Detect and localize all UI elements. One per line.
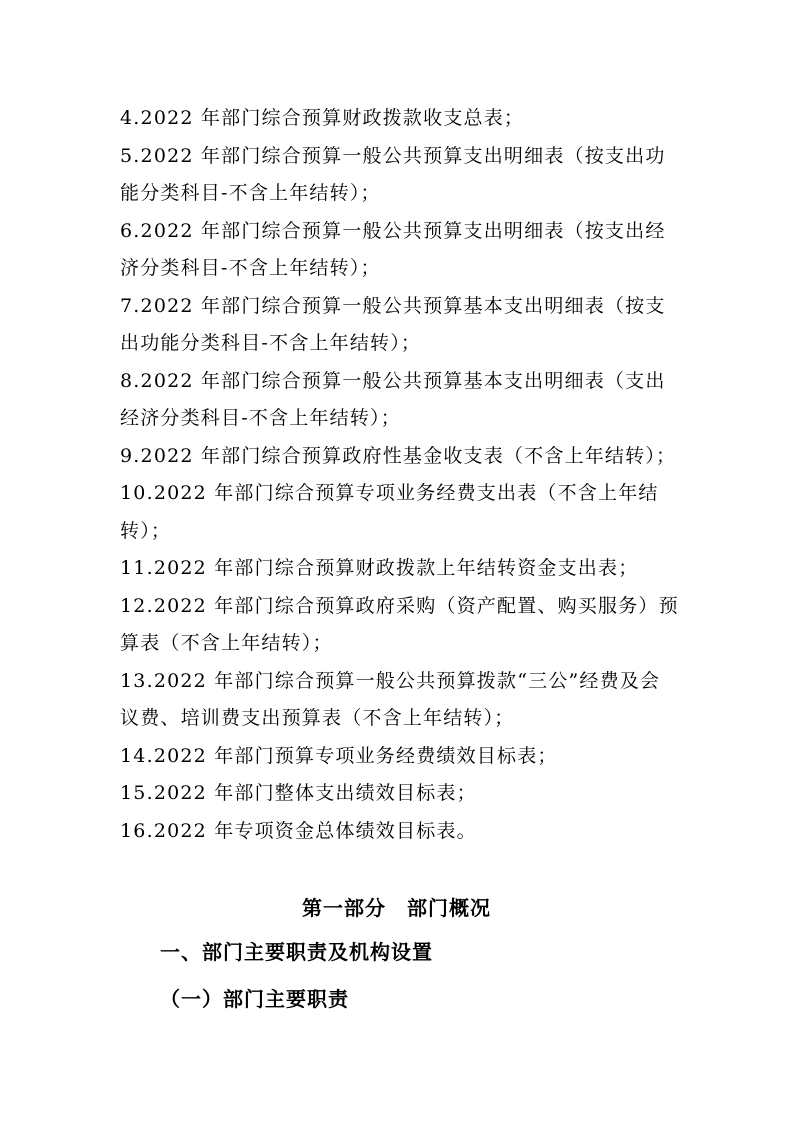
list-item: 13.2022 年部门综合预算一般公共预算拨款“三公”经费及会议费、培训费支出预算表（不含上年结转）； xyxy=(120,669,661,729)
list-item: 14.2022 年部门预算专项业务经费绩效目标表； xyxy=(120,744,558,767)
attachment-list xyxy=(120,100,680,850)
list-item: 9.2022 年部门综合预算政府性基金收支表（不含上年结转）； xyxy=(120,444,677,467)
list-item: 6.2022 年部门综合预算一般公共预算支出明细表（按支出经济分类科目-不含上年结转）； xyxy=(120,219,666,279)
part-title: 第一部分 部门概况 xyxy=(302,896,491,920)
list-item: 10.2022 年部门综合预算专项业务经费支出表（不含上年结转）； xyxy=(120,482,659,542)
list-item: 8.2022 年部门综合预算一般公共预算基本支出明细表（支出经济分类科目-不含上年结转）； xyxy=(120,369,666,429)
list-item: 4.2022 年部门综合预算财政拨款收支总表； xyxy=(120,107,525,129)
subsection-heading: （一）部门主要职责 xyxy=(160,987,349,1011)
list-item: 15.2022 年部门整体支出绩效目标表； xyxy=(120,782,477,804)
list-item: 12.2022 年部门综合预算政府采购（资产配置、购买服务）预算表（不含上年结转）； xyxy=(120,594,679,654)
list-item: 11.2022 年部门综合预算财政拨款上年结转资金支出表； xyxy=(120,557,639,579)
list-item: 7.2022 年部门综合预算一般公共预算基本支出明细表（按支出功能分类科目-不含上年结转）； xyxy=(120,294,666,354)
list-item: 16.2022 年专项资金总体绩效目标表。 xyxy=(120,819,477,842)
list-item: 5.2022 年部门综合预算一般公共预算支出明细表（按支出功能分类科目-不含上年结转）； xyxy=(120,144,666,204)
section-heading: 一、部门主要职责及机构设置 xyxy=(160,940,433,964)
